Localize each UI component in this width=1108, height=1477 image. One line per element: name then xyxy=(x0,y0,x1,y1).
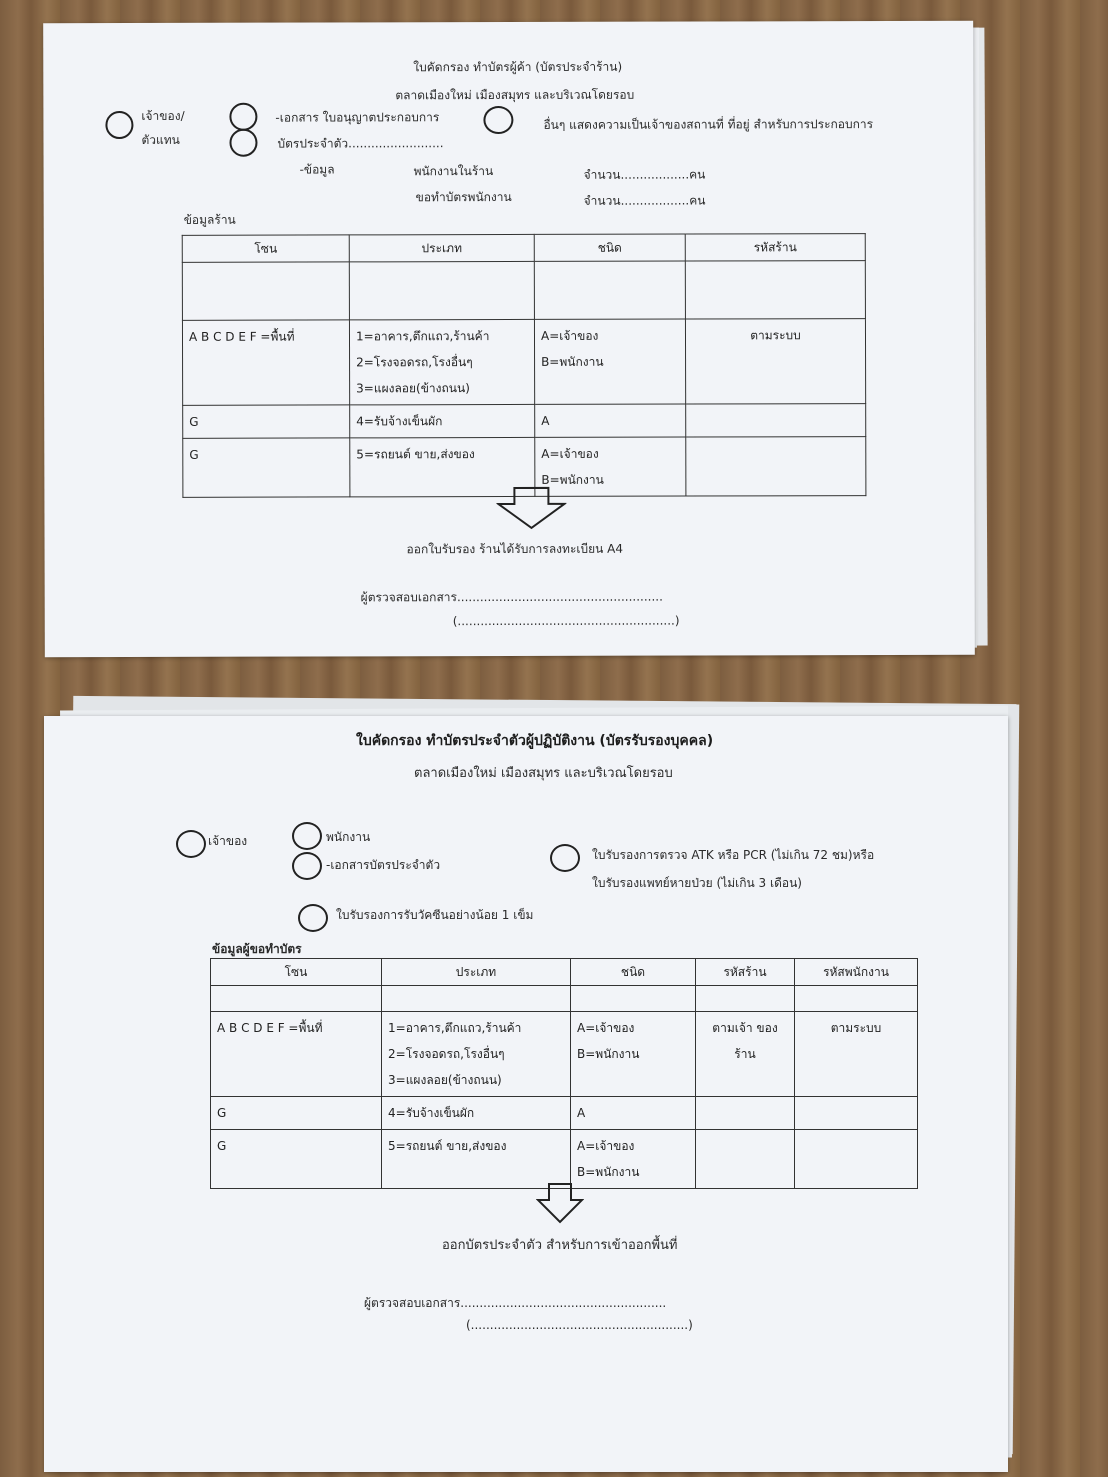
type-option-1: 1=อาคาร,ตึกแถว,ร้านค้า xyxy=(355,329,490,344)
screening-form-shop xyxy=(43,21,975,657)
zone-cell: G xyxy=(183,405,350,438)
kind-cell xyxy=(534,319,685,404)
owner-label: เจ้าของ/ xyxy=(141,108,185,123)
kind-cell[interactable] xyxy=(571,986,696,1012)
code-cell: ตามระบบ xyxy=(685,319,865,404)
kind-cell: A xyxy=(535,404,686,437)
shop-code-cell xyxy=(696,1097,795,1130)
kind-option-b: B=พนักงาน xyxy=(577,1165,640,1179)
table-header-row xyxy=(211,959,918,986)
code-cell xyxy=(686,404,866,437)
type-option-3: 3=แผงลอย(ข้างถนน) xyxy=(388,1073,502,1087)
shop-code-line1: ตามเจ้า ของ xyxy=(712,1021,778,1035)
type-cell[interactable] xyxy=(349,261,534,319)
zone-cell[interactable] xyxy=(182,262,349,320)
header-kind: ชนิด xyxy=(534,234,685,261)
other-docs-label: อื่นๆ แสดงความเป็นเจ้าของสถานที่ ที่อยู่ สำหรับการประกอบการ xyxy=(543,117,874,132)
staff-count-field[interactable]: จำนวน..................คน xyxy=(583,167,706,182)
shop-code-cell xyxy=(696,1012,795,1097)
zone-cell: G xyxy=(183,438,350,497)
medical-cert-label: ใบรับรองแพทย์หายป่วย (ไม่เกิน 3 เดือน) xyxy=(592,876,802,890)
staff-card-label: ขอทำบัตรพนักงาน xyxy=(415,189,512,205)
kind-option-a: A=เจ้าของ xyxy=(577,1139,635,1153)
info-label: -ข้อมูล xyxy=(299,162,335,177)
employee-code-cell[interactable] xyxy=(795,986,918,1012)
header-shop-code: รหัสร้าน xyxy=(685,234,865,261)
table-row xyxy=(211,1097,918,1130)
vaccine-checkbox[interactable] xyxy=(298,904,328,932)
atk-label: ใบรับรองการตรวจ ATK หรือ PCR (ไม่เกิน 72 ชม)หรือ xyxy=(592,848,875,862)
result-label: ออกใบรับรอง ร้านได้รับการลงทะเบียน A4 xyxy=(406,541,624,557)
id-card-label: บัตรประจำตัว......................... xyxy=(277,136,444,151)
type-cell: 5=รถยนต์ ขาย,ส่งของ xyxy=(382,1130,571,1189)
table-row xyxy=(182,319,865,406)
down-arrow-icon xyxy=(536,1182,584,1224)
applicant-info-label: ข้อมูลผู้ขอทำบัตร xyxy=(212,942,302,956)
code-cell[interactable] xyxy=(685,261,865,319)
screening-form-worker xyxy=(44,716,1008,1472)
vaccine-label: ใบรับรองการรับวัคซีนอย่างน้อย 1 เข็ม xyxy=(336,908,534,922)
kind-cell xyxy=(571,1130,696,1189)
table-row xyxy=(183,404,866,439)
staff-in-shop-label: พนักงานในร้าน xyxy=(413,164,494,179)
id-doc-label: -เอกสารบัตรประจำตัว xyxy=(326,858,441,872)
license-label: -เอกสาร ใบอนุญาตประกอบการ xyxy=(275,110,440,125)
license-checkbox[interactable] xyxy=(229,103,257,131)
kind-cell: A xyxy=(571,1097,696,1130)
employee-label: พนักงาน xyxy=(326,830,371,844)
header-shop-code: รหัสร้าน xyxy=(696,959,795,986)
checker-field[interactable]: ผู้ตรวจสอบเอกสาร...................................................... xyxy=(360,589,663,605)
form-title: ใบคัดกรอง ทำบัตรผู้ค้า (บัตรประจำร้าน) xyxy=(413,59,623,75)
owner-label: เจ้าของ xyxy=(208,834,248,848)
id-card-checkbox[interactable] xyxy=(229,129,257,157)
table-row xyxy=(211,986,918,1012)
header-employee-code: รหัสพนักงาน xyxy=(795,959,918,986)
zone-cell[interactable] xyxy=(211,986,382,1012)
zone-cell: G xyxy=(211,1130,382,1189)
applicant-info-table xyxy=(210,958,918,1189)
type-cell: 5=รถยนต์ ขาย,ส่งของ xyxy=(350,437,535,496)
type-option-1: 1=อาคาร,ตึกแถว,ร้านค้า xyxy=(388,1021,522,1035)
kind-option-a: A=เจ้าของ xyxy=(541,446,599,461)
employee-code-cell: ตามระบบ xyxy=(795,1012,918,1097)
type-cell: 4=รับจ้างเข็นผัก xyxy=(350,404,535,437)
id-doc-checkbox[interactable] xyxy=(292,852,322,880)
employee-code-cell xyxy=(795,1097,918,1130)
type-option-2: 2=โรงจอดรถ,โรงอื่นๆ xyxy=(388,1047,505,1061)
zone-cell: G xyxy=(211,1097,382,1130)
signature-field[interactable]: (.........................................................) xyxy=(466,1318,693,1332)
shop-code-line2: ร้าน xyxy=(734,1047,756,1061)
form-subtitle: ตลาดเมืองใหม่ เมืองสมุทร และบริเวณโดยรอบ xyxy=(414,766,673,781)
header-type: ประเภท xyxy=(349,234,534,261)
form-subtitle: ตลาดเมืองใหม่ เมืองสมุทร และบริเวณโดยรอบ xyxy=(395,87,635,103)
shop-code-cell[interactable] xyxy=(696,986,795,1012)
card-count-field[interactable]: จำนวน..................คน xyxy=(583,193,706,208)
zone-cell: A B C D E F =พื้นที่ xyxy=(211,1012,382,1097)
owner-checkbox[interactable] xyxy=(105,111,133,139)
header-zone: โซน xyxy=(211,959,382,986)
header-type: ประเภท xyxy=(382,959,571,986)
type-option-2: 2=โรงจอดรถ,โรงอื่นๆ xyxy=(356,355,473,370)
result-label: ออกบัตรประจำตัว สำหรับการเข้าออกพื้นที่ xyxy=(442,1238,678,1253)
type-option-3: 3=แผงลอย(ข้างถนน) xyxy=(356,381,470,396)
kind-option-a: A=เจ้าของ xyxy=(577,1021,635,1035)
kind-cell[interactable] xyxy=(534,261,685,319)
kind-cell xyxy=(571,1012,696,1097)
checker-field[interactable]: ผู้ตรวจสอบเอกสาร...................................................... xyxy=(364,1296,667,1310)
atk-checkbox[interactable] xyxy=(550,844,580,872)
table-row xyxy=(211,1012,918,1097)
signature-field[interactable]: (.........................................................) xyxy=(452,613,680,629)
shop-info-table xyxy=(182,233,867,498)
shop-info-label: ข้อมูลร้าน xyxy=(183,212,236,227)
table-header-row xyxy=(182,234,865,263)
employee-code-cell xyxy=(795,1130,918,1189)
type-cell: 4=รับจ้างเข็นผัก xyxy=(382,1097,571,1130)
type-cell xyxy=(382,1012,571,1097)
table-row xyxy=(182,261,865,321)
zone-cell: A B C D E F =พื้นที่ xyxy=(182,320,349,405)
type-cell[interactable] xyxy=(382,986,571,1012)
table-row xyxy=(211,1130,918,1189)
form-title: ใบคัดกรอง ทำบัตรประจำตัวผู้ปฏิบัติงาน (บัตรรับรองบุคคล) xyxy=(356,733,714,749)
header-zone: โซน xyxy=(182,235,349,262)
owner-label-line2: ตัวแทน xyxy=(141,132,180,147)
kind-option-b: B=พนักงาน xyxy=(541,354,604,369)
kind-option-a: A=เจ้าของ xyxy=(540,328,599,343)
owner-checkbox[interactable] xyxy=(176,830,206,858)
employee-checkbox[interactable] xyxy=(292,822,322,850)
kind-option-b: B=พนักงาน xyxy=(541,472,604,487)
shop-code-cell xyxy=(696,1130,795,1189)
header-kind: ชนิด xyxy=(571,959,696,986)
code-cell xyxy=(686,437,866,496)
other-docs-checkbox[interactable] xyxy=(483,106,513,134)
down-arrow-icon xyxy=(496,486,566,530)
type-cell xyxy=(349,319,534,404)
kind-option-b: B=พนักงาน xyxy=(577,1047,640,1061)
